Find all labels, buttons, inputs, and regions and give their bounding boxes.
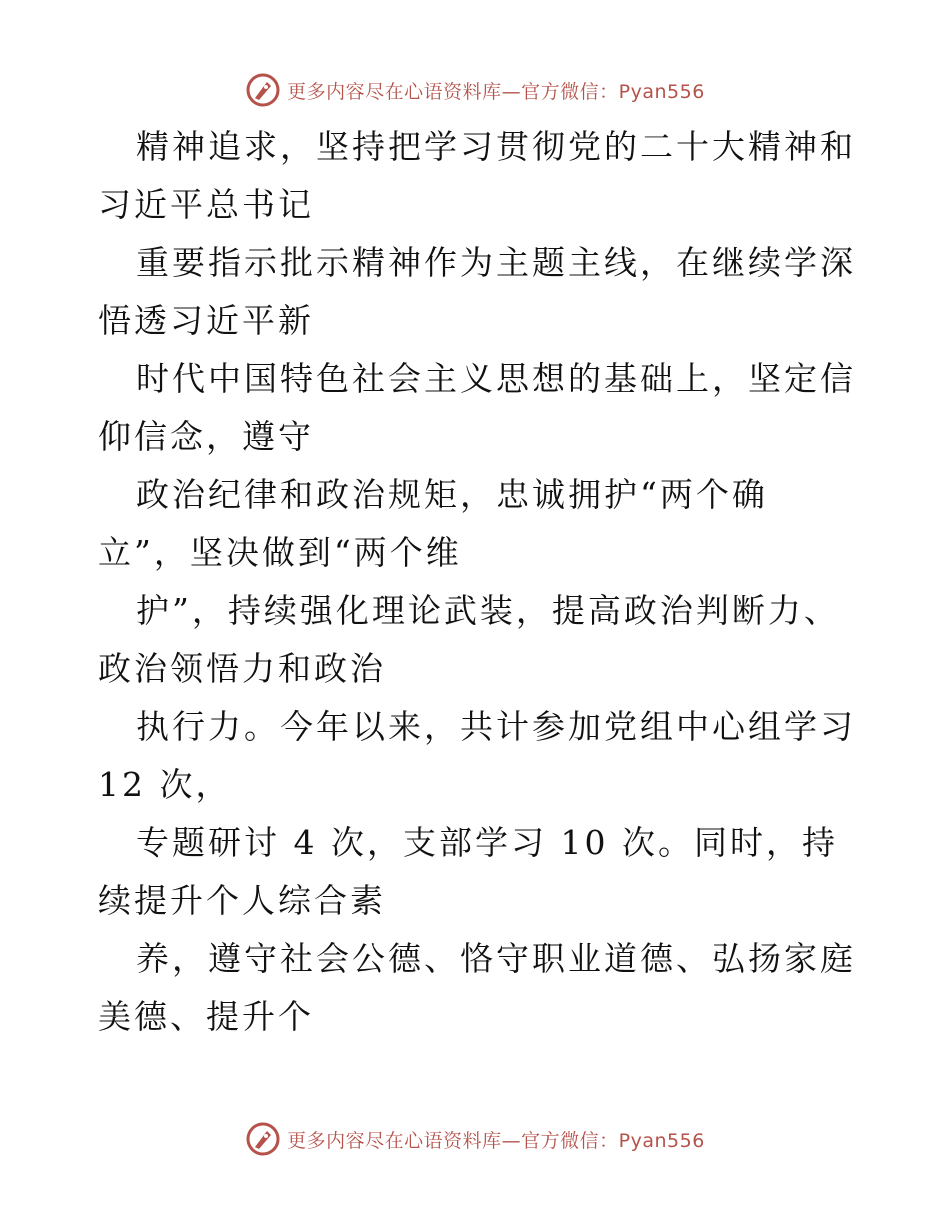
- header-watermark-banner: [0, 68, 950, 112]
- header-banner-text: 更多内容尽在心语资料库—官方微信：Pyan556: [287, 80, 705, 103]
- paragraph-6: 执行力。今年以来，共计参加党组中心组学习 12 次，: [98, 707, 856, 804]
- footer-banner-text: 更多内容尽在心语资料库—官方微信：Pyan556: [287, 1129, 705, 1152]
- paragraph-1: 精神追求，坚持把学习贯彻党的二十大精神和习近平总书记: [98, 127, 856, 224]
- pen-nib-logo-icon: [245, 72, 281, 108]
- document-body: [98, 118, 858, 1046]
- paragraph-5: 护”，持续强化理论武装，提高政治判断力、政治领悟力和政治: [98, 591, 840, 688]
- pen-nib-logo-icon: [245, 1121, 281, 1157]
- paragraph-3: 时代中国特色社会主义思想的基础上，坚定信仰信念，遵守: [98, 359, 856, 456]
- paragraph-4: 政治纪律和政治规矩，忠诚拥护“两个确立”，坚决做到“两个维: [98, 475, 768, 572]
- paragraph-7: 专题研讨 4 次，支部学习 10 次。同时，持续提升个人综合素: [98, 823, 838, 920]
- footer-watermark-banner: [0, 1117, 950, 1161]
- paragraph-2: 重要指示批示精神作为主题主线，在继续学深悟透习近平新: [98, 243, 856, 340]
- paragraph-8: 养，遵守社会公德、恪守职业道德、弘扬家庭美德、提升个: [98, 939, 856, 1036]
